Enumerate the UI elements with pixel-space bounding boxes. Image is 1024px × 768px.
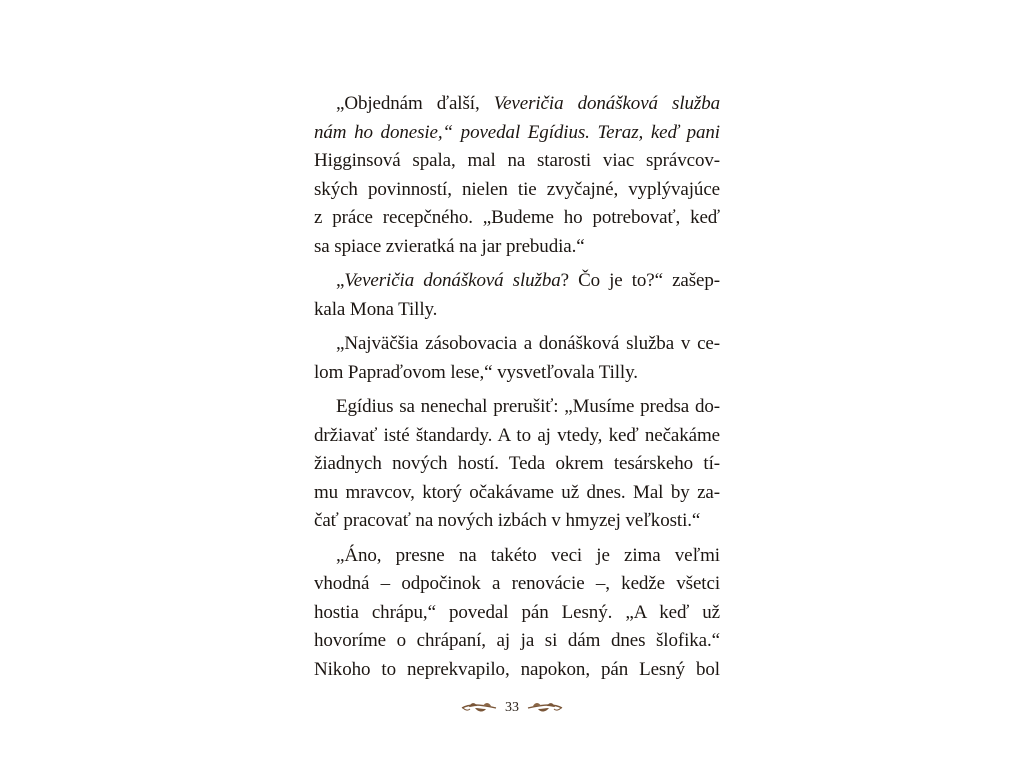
text-line-10: lom Papraďovom lese,“ vysvetľovala Tilly. [314, 361, 638, 383]
text-line-9: „Najväčšia zásobovacia a donášková služba v ce- [336, 333, 720, 354]
text-line-3: Higginsová spala, mal na starosti viac správcov- [314, 150, 720, 171]
text-line-12: držiavať isté štandardy. A to aj vtedy, keď nečakáme [314, 424, 720, 446]
text-line-15: čať pracovať na nových izbách v hmyzej veľkosti.“ [314, 510, 701, 531]
leaf-ornament-left-icon [461, 701, 497, 715]
text-line-16: „Áno, presne na takéto veci je zima veľmi [336, 544, 720, 566]
text-line-6: sa spiace zvieratká na jar prebudia.“ [314, 235, 585, 257]
text-line-14: mu mravcov, ktorý očakávame už dnes. Mal by za- [314, 481, 720, 503]
text-line-5: z práce recepčného. „Budeme ho potrebovať, keď [314, 207, 720, 228]
text-line-13: žiadnych nových hostí. Teda okrem tesárskeho tí- [314, 453, 720, 474]
text-line-11: Egídius sa nenechal prerušiť: „Musíme predsa do- [336, 396, 720, 417]
body-text [314, 90, 720, 684]
text-line-4: ských povinností, nielen tie zvyčajné, vyplývajúce [314, 178, 720, 200]
page-footer [0, 695, 1024, 721]
text-line-8: kala Mona Tilly. [314, 298, 438, 320]
text-line-2: nám ho donesie,“ povedal Egídius. Teraz, keď pani [314, 121, 720, 143]
text-line-20: Nikoho to neprekvapilo, napokon, pán Lesný bol [314, 658, 720, 680]
text-line-7: „Veveričia donášková služba? Čo je to?“ zašep- [336, 270, 720, 291]
page-number: 33 [505, 700, 519, 715]
text-line-19: hovoríme o chrápaní, aj ja si dám dnes šlofika.“ [314, 630, 720, 651]
text-line-17: vhodná – odpočinok a renovácie –, kedže všetci [314, 573, 720, 594]
text-line-1: „Objednám ďalší, Veveričia donášková služba [336, 93, 720, 114]
leaf-ornament-right-icon [527, 701, 563, 715]
text-line-18: hostia chrápu,“ povedal pán Lesný. „A keď už [314, 601, 720, 623]
